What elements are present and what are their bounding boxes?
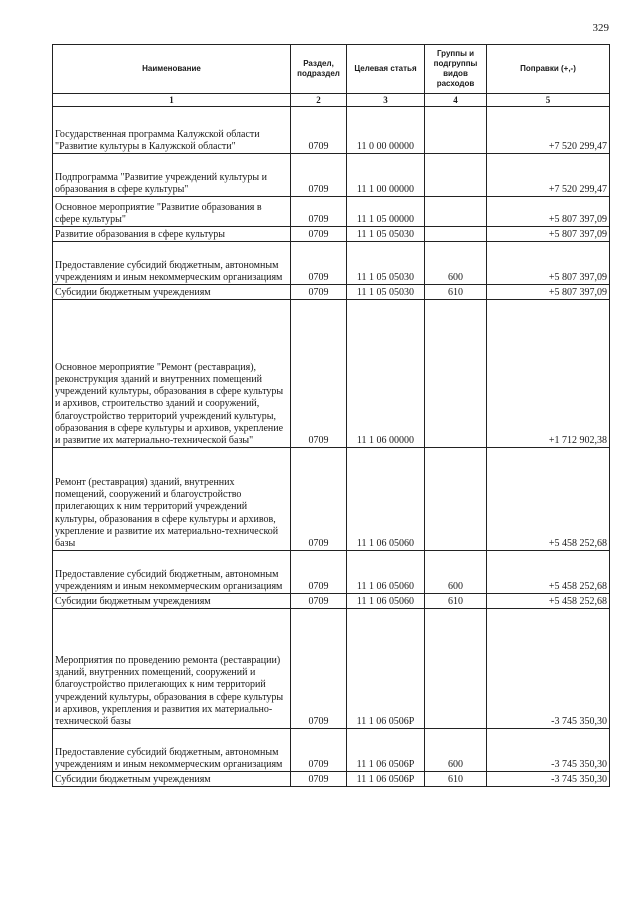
table-row [53, 227, 610, 242]
row-target: 11 0 00 00000 [347, 107, 425, 154]
row-target: 11 1 05 00000 [347, 197, 425, 227]
row-section: 0709 [291, 227, 347, 242]
row-amount: -3 745 350,30 [487, 609, 610, 729]
table-row [53, 448, 610, 551]
row-group [425, 609, 487, 729]
row-name: Субсидии бюджетным учреждениям [53, 594, 291, 609]
row-group [425, 107, 487, 154]
row-section: 0709 [291, 285, 347, 300]
column-number-row [53, 94, 610, 107]
row-amount: +5 807 397,09 [487, 197, 610, 227]
row-section: 0709 [291, 197, 347, 227]
row-group [425, 448, 487, 551]
column-number: 1 [53, 94, 291, 107]
column-number: 4 [425, 94, 487, 107]
header-section: Раздел, подраздел [291, 45, 347, 94]
row-target: 11 1 06 05060 [347, 551, 425, 594]
row-amount: +1 712 902,38 [487, 300, 610, 448]
row-amount: -3 745 350,30 [487, 729, 610, 772]
row-target: 11 1 05 05030 [347, 227, 425, 242]
row-name: Ремонт (реставрация) зданий, внутренних помещений, сооружений и благоустройство прилегающих к ним территорий учреждений культуры, образования в сфере культуры и архивов, укрепление и развитие их материально-технической базы [53, 448, 291, 551]
budget-amendments-table [52, 44, 610, 787]
row-name: Субсидии бюджетным учреждениям [53, 285, 291, 300]
table-row [53, 729, 610, 772]
row-section: 0709 [291, 594, 347, 609]
table-row [53, 551, 610, 594]
row-group [425, 197, 487, 227]
header-expense-groups: Группы и подгруппы видов расходов [425, 45, 487, 94]
row-name: Подпрограмма "Развитие учреждений культуры и образования в сфере культуры" [53, 154, 291, 197]
row-target: 11 1 06 0506Р [347, 729, 425, 772]
row-target: 11 1 06 0506Р [347, 772, 425, 787]
row-section: 0709 [291, 154, 347, 197]
row-name: Субсидии бюджетным учреждениям [53, 772, 291, 787]
header-amendments: Поправки (+,-) [487, 45, 610, 94]
row-target: 11 1 06 00000 [347, 300, 425, 448]
row-section: 0709 [291, 107, 347, 154]
row-amount: +5 807 397,09 [487, 242, 610, 285]
row-group [425, 300, 487, 448]
row-target: 11 1 00 00000 [347, 154, 425, 197]
table-row [53, 242, 610, 285]
page-number: 329 [592, 22, 609, 34]
table-header-row [53, 45, 610, 94]
table-row [53, 772, 610, 787]
row-name: Развитие образования в сфере культуры [53, 227, 291, 242]
row-group [425, 154, 487, 197]
row-target: 11 1 06 05060 [347, 448, 425, 551]
column-number: 3 [347, 94, 425, 107]
table-row [53, 285, 610, 300]
row-name: Государственная программа Калужской области "Развитие культуры в Калужской области" [53, 107, 291, 154]
table-row [53, 197, 610, 227]
row-target: 11 1 05 05030 [347, 285, 425, 300]
table-row [53, 154, 610, 197]
row-name: Предоставление субсидий бюджетным, автономным учреждениям и иным некоммерческим организациям [53, 551, 291, 594]
table-row [53, 594, 610, 609]
row-group: 610 [425, 594, 487, 609]
table-row [53, 107, 610, 154]
row-section: 0709 [291, 300, 347, 448]
row-section: 0709 [291, 772, 347, 787]
row-amount: +5 458 252,68 [487, 551, 610, 594]
row-name: Основное мероприятие "Развитие образования в сфере культуры" [53, 197, 291, 227]
row-target: 11 1 05 05030 [347, 242, 425, 285]
row-target: 11 1 06 0506Р [347, 609, 425, 729]
row-group: 600 [425, 729, 487, 772]
row-target: 11 1 06 05060 [347, 594, 425, 609]
row-group: 600 [425, 242, 487, 285]
row-amount: +5 458 252,68 [487, 594, 610, 609]
row-section: 0709 [291, 609, 347, 729]
row-amount: +5 458 252,68 [487, 448, 610, 551]
row-section: 0709 [291, 729, 347, 772]
header-target-article: Целевая статья [347, 45, 425, 94]
row-section: 0709 [291, 551, 347, 594]
row-section: 0709 [291, 242, 347, 285]
header-name: Наименование [53, 45, 291, 94]
row-name: Основное мероприятие "Ремонт (реставрация), реконструкция зданий и внутренних помещений учреждений культуры, образования в сфере культуры и архивов, строительство зданий и сооружений, благоустройство территорий учреждений культуры, образования в сфере культуры и архивов, укрепление и развитие их материально-технической базы" [53, 300, 291, 448]
row-name: Мероприятия по проведению ремонта (реставрации) зданий, внутренних помещений, сооружений и благоустройство прилегающих к ним территорий учреждений культуры, образования в сфере культуры и архивов, укрепления и развития их материально-технической базы [53, 609, 291, 729]
table-row [53, 300, 610, 448]
column-number: 2 [291, 94, 347, 107]
row-group: 600 [425, 551, 487, 594]
row-group: 610 [425, 772, 487, 787]
row-section: 0709 [291, 448, 347, 551]
row-amount: -3 745 350,30 [487, 772, 610, 787]
row-group [425, 227, 487, 242]
row-name: Предоставление субсидий бюджетным, автономным учреждениям и иным некоммерческим организациям [53, 242, 291, 285]
row-group: 610 [425, 285, 487, 300]
row-amount: +5 807 397,09 [487, 285, 610, 300]
column-number: 5 [487, 94, 610, 107]
row-name: Предоставление субсидий бюджетным, автономным учреждениям и иным некоммерческим организациям [53, 729, 291, 772]
row-amount: +7 520 299,47 [487, 107, 610, 154]
table-row [53, 609, 610, 729]
row-amount: +7 520 299,47 [487, 154, 610, 197]
row-amount: +5 807 397,09 [487, 227, 610, 242]
